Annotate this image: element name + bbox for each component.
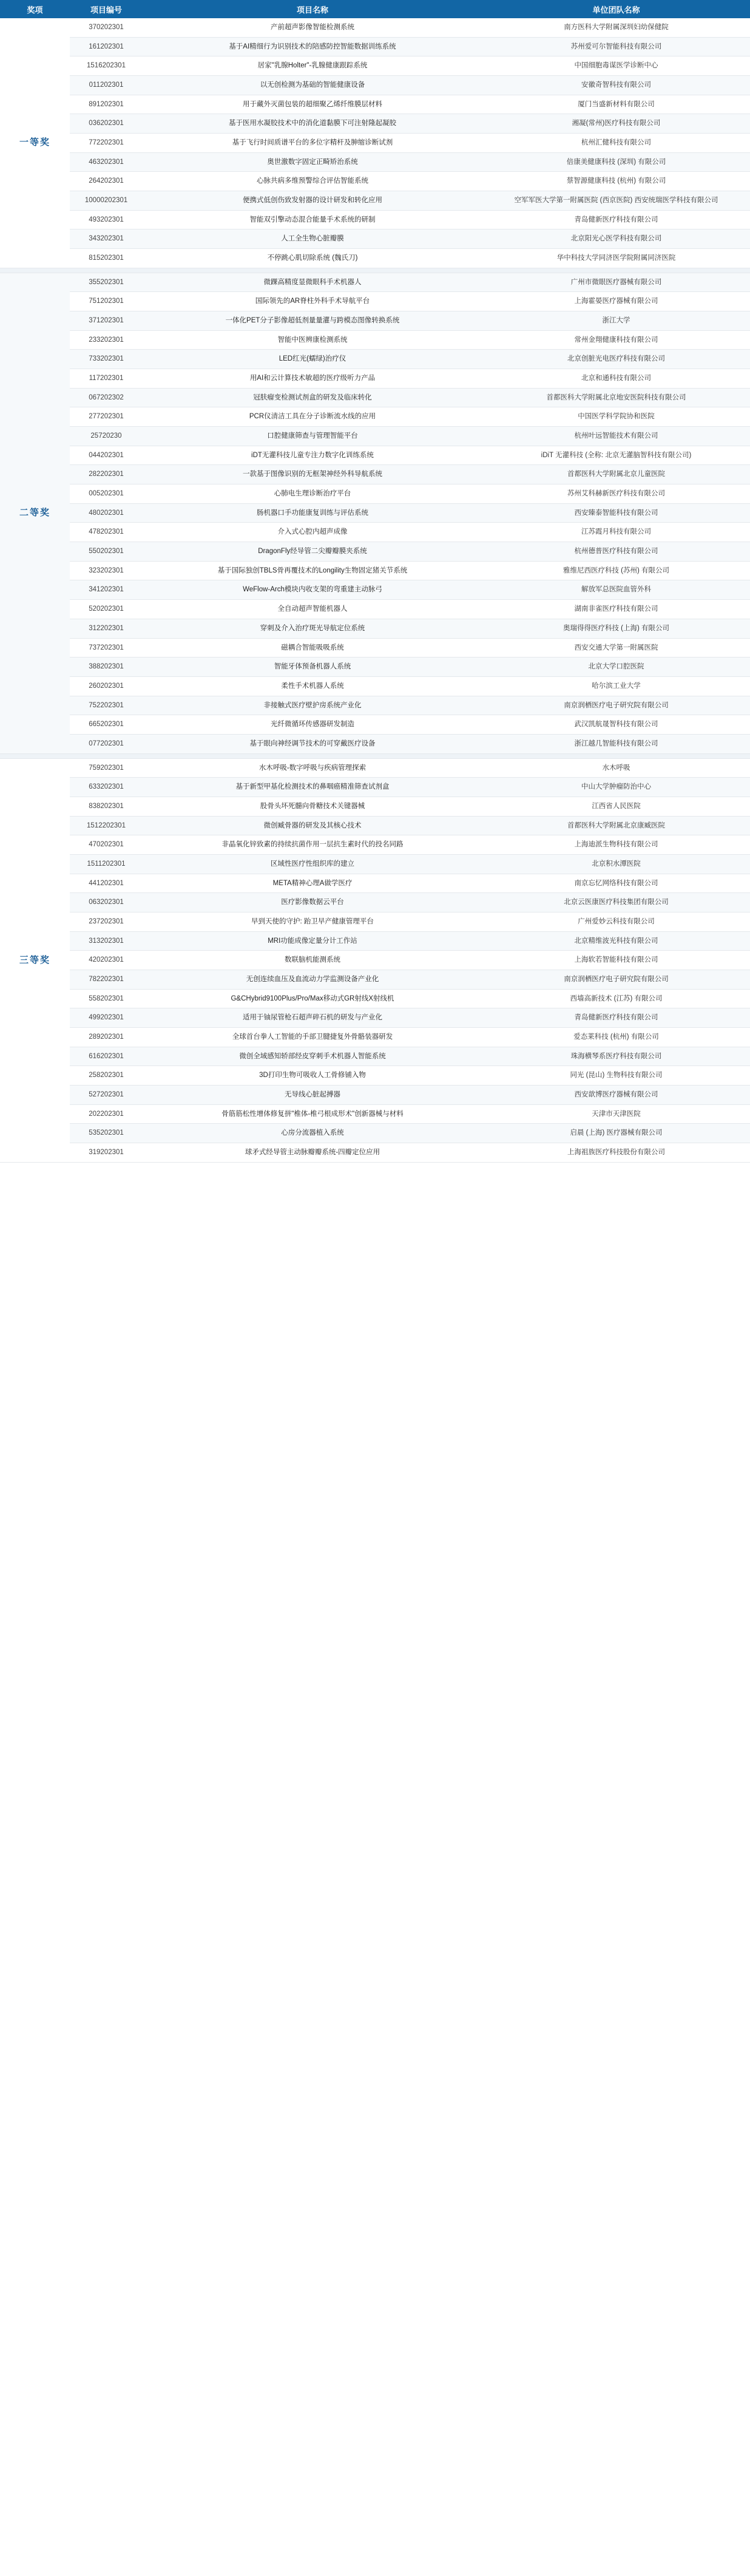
project-name: 非晶氧化锌致素的持续抗菌作用一层抗生素时代的投名同路 — [143, 835, 482, 855]
organization-name: 常州金翔健康科技有限公司 — [482, 330, 750, 350]
project-code: 323202301 — [70, 561, 143, 580]
project-name: 3D打印生物可吸收人工骨修铺入物 — [143, 1066, 482, 1086]
project-code: 343202301 — [70, 229, 143, 249]
project-code: 312202301 — [70, 619, 143, 638]
table-row — [0, 658, 750, 677]
project-name: 球矛式经导管主动脉瓣瓣系统-四瓣定位应用 — [143, 1143, 482, 1162]
project-code: 558202301 — [70, 989, 143, 1008]
organization-name: 西安歆博医疗器械有限公司 — [482, 1085, 750, 1104]
award-group-label: 二等奖 — [0, 273, 70, 753]
organization-name: 南京润栖医疗电子研究院有限公司 — [482, 696, 750, 715]
organization-name: 中山大学肿瘤防治中心 — [482, 778, 750, 797]
table-row — [0, 854, 750, 874]
table-row — [0, 484, 750, 504]
project-code: 313202301 — [70, 931, 143, 951]
project-code: 25720230 — [70, 427, 143, 446]
project-code: 838202301 — [70, 797, 143, 816]
project-name: 无创连续血压及血流动力学监测设备产业化 — [143, 970, 482, 989]
table-row — [0, 835, 750, 855]
project-name: 基于医用水凝胶技术中的消化道黏膜下可注射隆起凝胶 — [143, 114, 482, 134]
project-code: 371202301 — [70, 311, 143, 331]
project-code: 520202301 — [70, 600, 143, 619]
project-code: 161202301 — [70, 37, 143, 56]
project-name: 基于眼向神经调节技术的可穿戴医疗设备 — [143, 734, 482, 753]
project-code: 782202301 — [70, 970, 143, 989]
project-code: 289202301 — [70, 1027, 143, 1047]
project-name: 便携式低创伤致发射器的设计研发和转化应用 — [143, 191, 482, 211]
project-code: 10000202301 — [70, 191, 143, 211]
project-name: 介入式心腔内超声成像 — [143, 523, 482, 542]
project-code: 355202301 — [70, 273, 143, 292]
table-row — [0, 95, 750, 114]
project-name: 产前超声影像智能检测系统 — [143, 18, 482, 37]
organization-name: 湘凝(常州)医疗科技有限公司 — [482, 114, 750, 134]
organization-name: 广州爱妙云科技有限公司 — [482, 912, 750, 931]
project-code: 463202301 — [70, 152, 143, 172]
project-code: 737202301 — [70, 638, 143, 658]
organization-name: 西墙高新技术 (江苏) 有限公司 — [482, 989, 750, 1008]
project-name: 心房分流器植入系统 — [143, 1124, 482, 1143]
award-list-table — [0, 0, 750, 1163]
project-name: MRI功能成像定量分计工作站 — [143, 931, 482, 951]
table-row — [0, 114, 750, 134]
organization-name: 中国细胞毒谋医学诊断中心 — [482, 56, 750, 76]
group-separator-cell — [0, 753, 750, 758]
table-row — [0, 37, 750, 56]
project-code: 550202301 — [70, 542, 143, 562]
group-separator-cell — [0, 268, 750, 273]
table-row — [0, 758, 750, 778]
project-name: 心肺电生理诊断治疗平台 — [143, 484, 482, 504]
project-code: 011202301 — [70, 76, 143, 95]
project-code: 063202301 — [70, 893, 143, 912]
organization-name: 蔡智源健康科技 (杭州) 有限公司 — [482, 172, 750, 191]
organization-name: 南京润栖医疗电子研究院有限公司 — [482, 970, 750, 989]
table-row — [0, 580, 750, 600]
organization-name: 空军军医大学第一附属医院 (西京医院) 西安统瑞医学科技有限公司 — [482, 191, 750, 211]
project-code: 733202301 — [70, 350, 143, 369]
project-code: 1512202301 — [70, 816, 143, 835]
table-row — [0, 210, 750, 229]
table-row — [0, 676, 750, 696]
table-row — [0, 503, 750, 523]
project-name: 微创全域感知轿部经皮穿刺手术机器人智能系统 — [143, 1047, 482, 1066]
award-group-label: 三等奖 — [0, 758, 70, 1162]
project-code: 535202301 — [70, 1124, 143, 1143]
project-name: 全球首台拳人工智能的手部卫腱捷复外骨骼装器研发 — [143, 1027, 482, 1047]
organization-name: 青岛健新医疗科技有限公司 — [482, 210, 750, 229]
project-name: 智能牙体预备机器人系统 — [143, 658, 482, 677]
organization-name: 哈尔滨工业大学 — [482, 676, 750, 696]
organization-name: 苏州艾科赫新医疗科技有限公司 — [482, 484, 750, 504]
table-row — [0, 912, 750, 931]
organization-name: 浙江大学 — [482, 311, 750, 331]
table-row — [0, 874, 750, 893]
organization-name: 江西省人民医院 — [482, 797, 750, 816]
project-name: 股骨头坏死髓向骨糖技术关键器械 — [143, 797, 482, 816]
project-code: 441202301 — [70, 874, 143, 893]
group-separator — [0, 268, 750, 273]
project-name: 适用于铀尿管枪石超声碎石机的研发与产业化 — [143, 1008, 482, 1028]
table-row — [0, 1104, 750, 1124]
table-row — [0, 619, 750, 638]
project-code: 260202301 — [70, 676, 143, 696]
organization-name: 青岛健新医疗科技有限公司 — [482, 1008, 750, 1028]
project-code: 264202301 — [70, 172, 143, 191]
organization-name: 浙江越几智能科技有限公司 — [482, 734, 750, 753]
organization-name: 苏州爱可尔智能科技有限公司 — [482, 37, 750, 56]
project-code: 751202301 — [70, 292, 143, 311]
table-row — [0, 989, 750, 1008]
project-name: 用于藏外灭菌包装的超细聚乙烯纤维膜层材料 — [143, 95, 482, 114]
organization-name: 爱态莱科技 (杭州) 有限公司 — [482, 1027, 750, 1047]
table-row — [0, 56, 750, 76]
project-code: 752202301 — [70, 696, 143, 715]
table-row — [0, 1066, 750, 1086]
project-name: PCR仪清洁工具在分子诊断流水线的应用 — [143, 407, 482, 427]
project-code: 772202301 — [70, 134, 143, 153]
organization-name: 首都医科大学附属北京地安医院科技有限公司 — [482, 388, 750, 407]
project-name: 基于飞行时间质谱平台的多位字精杆及胂缩诊断试剂 — [143, 134, 482, 153]
project-name: 微创臧骨器的研发及其核心技术 — [143, 816, 482, 835]
project-name: 口腔健康筛查与管理智能平台 — [143, 427, 482, 446]
table-row — [0, 152, 750, 172]
organization-name: 杭州汇健科技有限公司 — [482, 134, 750, 153]
table-row — [0, 465, 750, 484]
organization-name: 湖南非雀医疗科技有限公司 — [482, 600, 750, 619]
project-code: 1516202301 — [70, 56, 143, 76]
organization-name: 北京阳光心医学科技有限公司 — [482, 229, 750, 249]
table-row — [0, 407, 750, 427]
organization-name: 北京精维波光科技有限公司 — [482, 931, 750, 951]
project-name: 一体化PET分子影像超低剂量量灌与跨模态图像转换系统 — [143, 311, 482, 331]
project-name: 人工全生物心脏瓣膜 — [143, 229, 482, 249]
table-row — [0, 427, 750, 446]
project-name: 微踝高精度显微眼科手术机器人 — [143, 273, 482, 292]
organization-name: 上海祖族医疗科技股份有限公司 — [482, 1143, 750, 1162]
table-row — [0, 369, 750, 389]
organization-name: 北京积水潭医院 — [482, 854, 750, 874]
project-code: 067202302 — [70, 388, 143, 407]
table-row — [0, 816, 750, 835]
table-body — [0, 18, 750, 1162]
table-row — [0, 778, 750, 797]
organization-name: 北京大学口腔医院 — [482, 658, 750, 677]
table-row — [0, 311, 750, 331]
project-name: DragonFly经导管二尖瓣瓣膜夹系统 — [143, 542, 482, 562]
organization-name: 华中科技大学同济医学院附属同济医院 — [482, 249, 750, 268]
project-code: 233202301 — [70, 330, 143, 350]
table-row — [0, 970, 750, 989]
table-row — [0, 350, 750, 369]
project-code: 480202301 — [70, 503, 143, 523]
table-row — [0, 18, 750, 37]
project-code: 478202301 — [70, 523, 143, 542]
organization-name: 水木呼吸 — [482, 758, 750, 778]
table-row — [0, 292, 750, 311]
organization-name: 中国医学科学院协和医院 — [482, 407, 750, 427]
organization-name: 广州市微眼医疗器械有限公司 — [482, 273, 750, 292]
project-code: 470202301 — [70, 835, 143, 855]
organization-name: 首都医科大学附属北京康臧医院 — [482, 816, 750, 835]
project-code: 1511202301 — [70, 854, 143, 874]
project-code: 891202301 — [70, 95, 143, 114]
project-code: 420202301 — [70, 951, 143, 970]
project-name: 基于国际独创TBLS骨再覆技术的Longility生物固定猪关节系统 — [143, 561, 482, 580]
table-row — [0, 134, 750, 153]
project-name: 非接触式医疗壁护房系统产业化 — [143, 696, 482, 715]
table-row — [0, 893, 750, 912]
table-row — [0, 951, 750, 970]
project-name: WeFlow-Arch模块内收支架的弯重建主动脉弓 — [143, 580, 482, 600]
project-name: 心脉共病多维预警综合评估智能系统 — [143, 172, 482, 191]
project-name: 医疗影像数据云平台 — [143, 893, 482, 912]
column-header-code: 项目编号 — [70, 0, 143, 18]
organization-name: 北京创脏光电医疗科技有限公司 — [482, 350, 750, 369]
table-row — [0, 1085, 750, 1104]
organization-name: 武汉凯航晟智科技有限公司 — [482, 715, 750, 735]
project-code: 665202301 — [70, 715, 143, 735]
organization-name: 南京忘忆网络科技有限公司 — [482, 874, 750, 893]
project-name: 肠机器口手功能康复训练与评估系统 — [143, 503, 482, 523]
project-name: 骨筋筋松性增体修复拼"椎体-椎弓根成形术"创新器械与材料 — [143, 1104, 482, 1124]
table-row — [0, 1008, 750, 1028]
table-row — [0, 715, 750, 735]
organization-name: 首都医科大学附属北京儿童医院 — [482, 465, 750, 484]
organization-name: 江苏霞月科技有限公司 — [482, 523, 750, 542]
table-row — [0, 931, 750, 951]
project-code: 759202301 — [70, 758, 143, 778]
project-code: 077202301 — [70, 734, 143, 753]
project-code: 370202301 — [70, 18, 143, 37]
table-header — [0, 0, 750, 18]
project-name: 用AI和云计算技术敏超的医疗级听力产品 — [143, 369, 482, 389]
table-row — [0, 542, 750, 562]
project-name: 国际领先的AR脊柱外科手术导航平台 — [143, 292, 482, 311]
project-name: 智能中医辨康检测系统 — [143, 330, 482, 350]
table-row — [0, 330, 750, 350]
table-row — [0, 1124, 750, 1143]
project-code: 499202301 — [70, 1008, 143, 1028]
project-code: 282202301 — [70, 465, 143, 484]
table-row — [0, 600, 750, 619]
project-name: G&CHybrid9100Plus/Pro/Max移动式GR射线X射线机 — [143, 989, 482, 1008]
table-row — [0, 229, 750, 249]
table-row — [0, 249, 750, 268]
project-name: 光纤微循环传感器研发制造 — [143, 715, 482, 735]
project-name: META精神心理A做学医疗 — [143, 874, 482, 893]
project-code: 493202301 — [70, 210, 143, 229]
project-code: 633202301 — [70, 778, 143, 797]
organization-name: 解放军总医院血管外科 — [482, 580, 750, 600]
award-group-label: 一等奖 — [0, 18, 70, 268]
organization-name: 杭州德普医疗科技有限公司 — [482, 542, 750, 562]
organization-name: 倍康美健康科技 (深圳) 有限公司 — [482, 152, 750, 172]
organization-name: 厦门当盛新材料有限公司 — [482, 95, 750, 114]
project-name: 全自动超声智能机器人 — [143, 600, 482, 619]
project-name: 区域性医疗性组织库的建立 — [143, 854, 482, 874]
project-code: 616202301 — [70, 1047, 143, 1066]
table-row — [0, 446, 750, 465]
organization-name: 北京云医康医疗科技集团有限公司 — [482, 893, 750, 912]
organization-name: 珠海横琴系医疗科技有限公司 — [482, 1047, 750, 1066]
project-code: 258202301 — [70, 1066, 143, 1086]
organization-name: 安徽奇智科技有限公司 — [482, 76, 750, 95]
organization-name: 西安臻泰智能科技有限公司 — [482, 503, 750, 523]
organization-name: 雅维尼西医疗科技 (苏州) 有限公司 — [482, 561, 750, 580]
project-code: 388202301 — [70, 658, 143, 677]
project-code: 044202301 — [70, 446, 143, 465]
project-name: 奥世激数字固定正畸矫治系统 — [143, 152, 482, 172]
project-code: 005202301 — [70, 484, 143, 504]
organization-name: 上海软若智能科技有限公司 — [482, 951, 750, 970]
project-name: 基于AI精细行为识别技术的陪感防控智能数据训练系统 — [143, 37, 482, 56]
project-name: 水木呼吸-数字呼吸与疾病管理探索 — [143, 758, 482, 778]
column-header-name: 项目名称 — [143, 0, 482, 18]
table-row — [0, 172, 750, 191]
table-row — [0, 76, 750, 95]
project-code: 815202301 — [70, 249, 143, 268]
project-code: 341202301 — [70, 580, 143, 600]
project-name: LED红光(蠕绿)治疗仪 — [143, 350, 482, 369]
project-name: 无导线心脏起搏器 — [143, 1085, 482, 1104]
project-name: 基于新型甲基化检测技术的鼻咽癌精准筛查试剂盒 — [143, 778, 482, 797]
column-header-award: 奖项 — [0, 0, 70, 18]
table-row — [0, 734, 750, 753]
project-code: 036202301 — [70, 114, 143, 134]
table-row — [0, 1143, 750, 1162]
project-code: 117202301 — [70, 369, 143, 389]
project-name: 冠肤瘤变检测试剂盒的研发及临床转化 — [143, 388, 482, 407]
project-code: 237202301 — [70, 912, 143, 931]
organization-name: 启晨 (上海) 医疗器械有限公司 — [482, 1124, 750, 1143]
table-row — [0, 1047, 750, 1066]
project-name: 磁耦合智能吸吸系统 — [143, 638, 482, 658]
project-name: 柔性手术机器人系统 — [143, 676, 482, 696]
project-name: 居家"乳腺Holter"-乳腺健康跟踪系统 — [143, 56, 482, 76]
table-row — [0, 797, 750, 816]
organization-name: 上海迪派生物科技有限公司 — [482, 835, 750, 855]
organization-name: 奥瑞得得医疗科技 (上海) 有限公司 — [482, 619, 750, 638]
table-row — [0, 696, 750, 715]
organization-name: 北京和通科技有限公司 — [482, 369, 750, 389]
organization-name: 南方医科大学附属深圳妇幼保健院 — [482, 18, 750, 37]
organization-name: 上海霍晏医疗器械有限公司 — [482, 292, 750, 311]
organization-name: 天津市天津医院 — [482, 1104, 750, 1124]
project-name: iDT无灌科技儿童专注力数字化训练系统 — [143, 446, 482, 465]
table-row — [0, 388, 750, 407]
group-separator — [0, 753, 750, 758]
project-code: 277202301 — [70, 407, 143, 427]
table-row — [0, 1027, 750, 1047]
table-row — [0, 523, 750, 542]
table-row — [0, 191, 750, 211]
organization-name: 同光 (昆山) 生物科技有限公司 — [482, 1066, 750, 1086]
project-name: 智能双引擎动态混合能量手术系统的研制 — [143, 210, 482, 229]
project-name: 以无创检测为基础的智能健康设备 — [143, 76, 482, 95]
project-code: 319202301 — [70, 1143, 143, 1162]
table-header-row — [0, 0, 750, 18]
project-name: 早到天使的守护: 跆卫早产健康管理平台 — [143, 912, 482, 931]
project-code: 202202301 — [70, 1104, 143, 1124]
table-row — [0, 273, 750, 292]
column-header-org: 单位团队名称 — [482, 0, 750, 18]
organization-name: iDiT 无灌科技 (全称: 北京无灌脑智科技有限公司) — [482, 446, 750, 465]
organization-name: 杭州叶远智能技术有限公司 — [482, 427, 750, 446]
project-name: 穿刺及介入治疗斑光导航定位系统 — [143, 619, 482, 638]
project-name: 一款基于图像识别的无框架神经外科导航系统 — [143, 465, 482, 484]
table-row — [0, 561, 750, 580]
organization-name: 西安交通大学第一附属医院 — [482, 638, 750, 658]
project-code: 527202301 — [70, 1085, 143, 1104]
project-name: 不停跳心肌切除系统 (魏氏刀) — [143, 249, 482, 268]
project-name: 数联脑机能测系统 — [143, 951, 482, 970]
table-row — [0, 638, 750, 658]
